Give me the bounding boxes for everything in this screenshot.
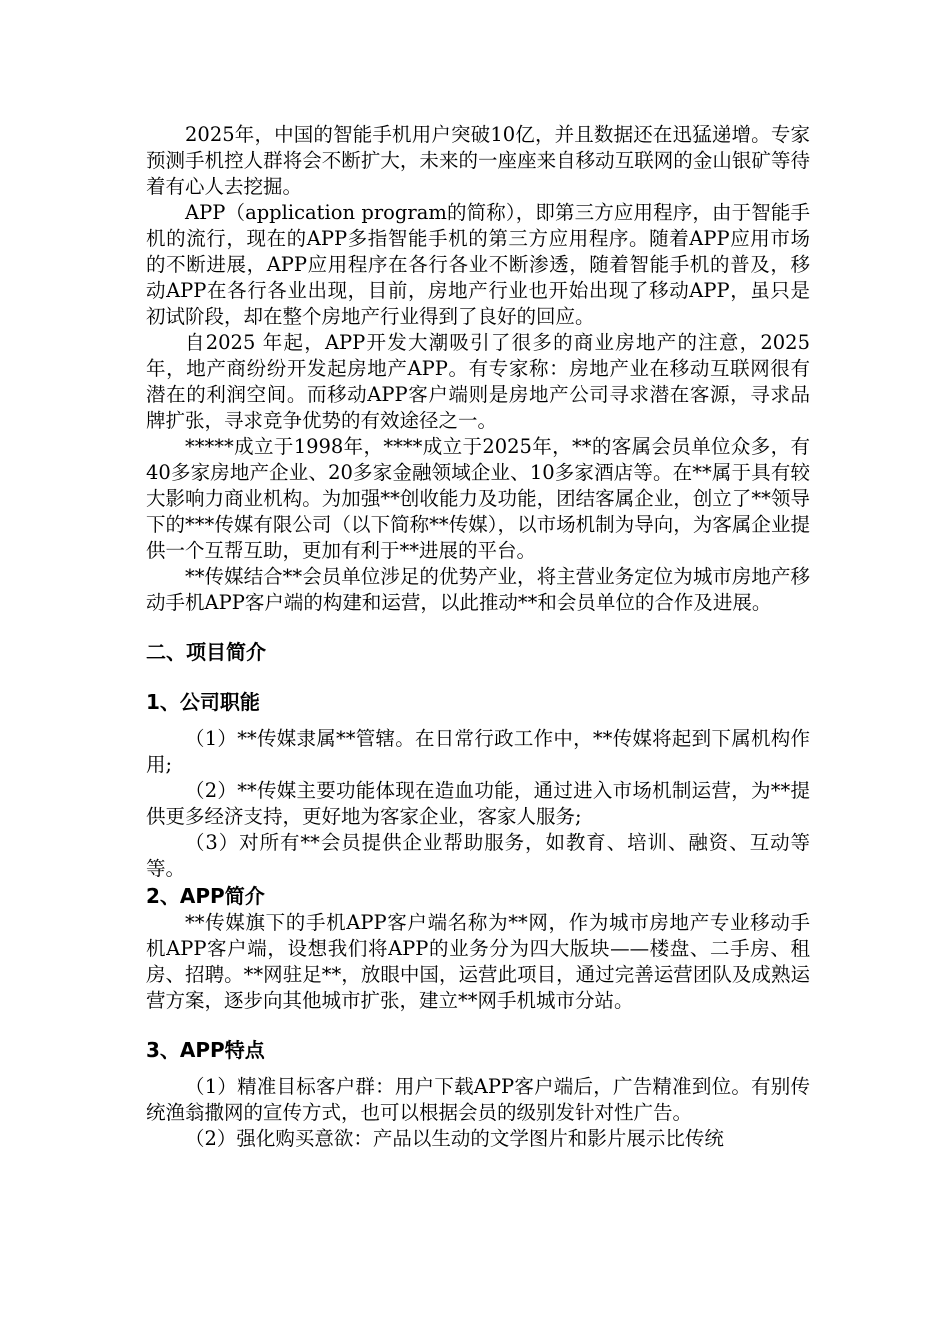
section-title-project-intro: 二、项目简介 (146, 640, 266, 664)
feature-item-2: （2）强化购买意欲：产品以生动的文学图片和影片展示比传统 (185, 1127, 724, 1150)
function-item-2: （2）**传媒主要功能体现在造血功能，通过进入市场机制运营，为**提供更多经济支持，更好地为客家企业，客家人服务; (146, 779, 810, 828)
function-item-1: （1）**传媒隶属**管辖。在日常行政工作中，**传媒将起到下属机构作用; (146, 727, 810, 776)
app-intro-paragraph: **传媒旗下的手机APP客户端名称为**网，作为城市房地产专业移动手机APP客户端，设想我们将APP的业务分为四大版块——楼盘、二手房、租房、招聘。**网驻足**，放眼中国，运营此项目，通过完善运营团队及成熟运营方案，逐步向其他城市扩张，建立**网手机城市分站。 (146, 911, 810, 1012)
subsection-title-app-features: 3、APP特点 (146, 1038, 265, 1062)
intro-paragraph-4: *****成立于1998年，****成立于2025年，**的客属会员单位众多，有40多家房地产企业、20多家金融领域企业、10多家酒店等。在**属于具有较大影响力商业机构。为加强**创收能力及功能，团结客属企业，创立了**领导下的***传媒有限公司（以下简称**传媒），以市场机制为导向，为客属企业提供一个互帮互助，更加有利于**进展的平台。 (146, 435, 810, 562)
intro-paragraph-5: **传媒结合**会员单位涉足的优势产业，将主营业务定位为城市房地产移动手机APP客户端的构建和运营，以此推动**和会员单位的合作及进展。 (146, 565, 810, 614)
intro-paragraph-1: 2025年，中国的智能手机用户突破10亿，并且数据还在迅猛递增。专家预测手机控人群将会不断扩大，未来的一座座来自移动互联网的金山银矿等待着有心人去挖掘。 (146, 123, 810, 198)
subsection-title-company-functions: 1、公司职能 (146, 690, 260, 714)
subsection-title-app-intro: 2、APP简介 (146, 884, 265, 908)
function-item-3: （3）对所有**会员提供企业帮助服务，如教育、培训、融资、互动等等。 (146, 831, 810, 880)
intro-paragraph-3: 自2025 年起，APP开发大潮吸引了很多的商业房地产的注意，2025年，地产商纷纷开发起房地产APP。有专家称：房地产业在移动互联网很有潜在的利润空间。而移动APP客户端则是房地产公司寻求潜在客源，寻求品牌扩张，寻求竞争优势的有效途径之一。 (146, 331, 810, 432)
feature-item-1: （1）精准目标客户群：用户下载APP客户端后，广告精准到位。有别传统渔翁撒网的宣传方式，也可以根据会员的级别发针对性广告。 (146, 1075, 810, 1124)
intro-paragraph-2: APP（application program的简称），即第三方应用程序，由于智能手机的流行，现在的APP多指智能手机的第三方应用程序。随着APP应用市场的不断进展，APP应用程序在各行各业不断渗透，随着智能手机的普及，移动APP在各行各业出现，目前，房地产行业也开始出现了移动APP，虽只是初试阶段，却在整个房地产行业得到了良好的回应。 (146, 201, 810, 328)
